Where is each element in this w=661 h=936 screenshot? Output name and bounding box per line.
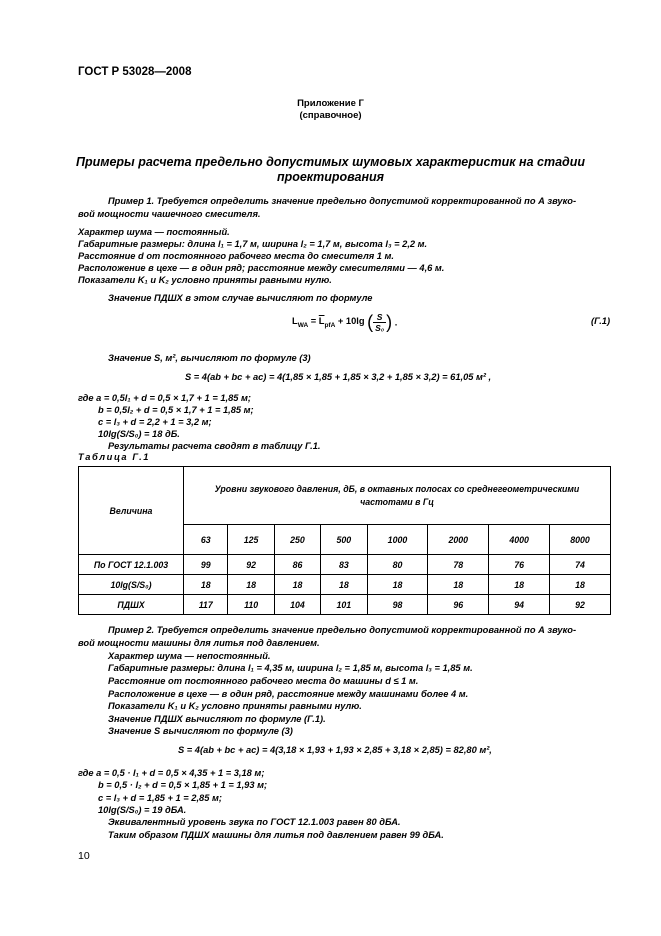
example1-where-lg: 10lg(S/S₀) = 18 дБ. bbox=[98, 429, 180, 439]
example2-conclusion: Таким образом ПДШХ машины для литья под давлением равен 99 дБА. bbox=[108, 830, 444, 840]
formula-lwa: L bbox=[292, 316, 298, 327]
table-caption: Таблица Г.1 bbox=[78, 452, 151, 462]
formula-lpfa-sub: pfA bbox=[324, 321, 336, 329]
formula-number: (Г.1) bbox=[591, 316, 611, 326]
example1-coefficients: Показатели K₁ и K₂ условно приняты равными нулю. bbox=[78, 275, 332, 285]
table-row bbox=[79, 595, 611, 615]
example1-dimensions: Габаритные размеры: длина l₁ = 1,7 м, ширина l₂ = 1,7 м, высота l₃ = 2,2 м. bbox=[78, 239, 428, 249]
example2-s-formula: S = 4(ab + bc + ac) = 4(3,18 × 1,93 + 1,93 × 2,85 + 3,18 × 2,85) = 82,80 м², bbox=[178, 745, 492, 755]
example1-noise-type: Характер шума — постоянный. bbox=[78, 227, 230, 237]
table-freq: 1000 bbox=[367, 525, 428, 555]
formula-lpfa: $\overline{L}$ bbox=[318, 316, 325, 327]
example1-where-b: b = 0,5l₂ + d = 0,5 × 1,7 + 1 = 1,85 м; bbox=[98, 405, 254, 415]
example1-s-intro: Значение S, м², вычисляют по формуле (3) bbox=[108, 353, 311, 363]
table-freq: 125 bbox=[228, 525, 274, 555]
example1-intro-line2: вой мощности чашечного смесителя. bbox=[78, 209, 261, 219]
table-row-label: ПДШХ bbox=[79, 595, 184, 615]
table-cell: 18 bbox=[428, 575, 489, 595]
table-cell: 92 bbox=[550, 595, 611, 615]
formula-denominator: S₀ bbox=[375, 323, 385, 333]
example2-where-lg: 10lg(S/S₀) = 19 дБА. bbox=[98, 805, 187, 815]
table-cell: 18 bbox=[228, 575, 274, 595]
formula-fraction bbox=[373, 312, 386, 333]
example2-intro-line2: вой мощности машины для литья под давлением. bbox=[78, 638, 320, 648]
example2-where-c: c = l₃ + d = 1,85 + 1 = 2,85 м; bbox=[98, 793, 222, 803]
formula-eq: = bbox=[308, 316, 319, 327]
page-number: 10 bbox=[78, 850, 90, 862]
table-cell: 80 bbox=[367, 555, 428, 575]
table-cell: 76 bbox=[489, 555, 550, 575]
example2-equivalent-level: Эквивалентный уровень звука по ГОСТ 12.1.003 равен 80 дБА. bbox=[108, 817, 401, 827]
table-cell: 98 bbox=[367, 595, 428, 615]
table-cell: 18 bbox=[274, 575, 320, 595]
table-row-label: По ГОСТ 12.1.003 bbox=[79, 555, 184, 575]
table-group-header-line2: частотами в Гц bbox=[360, 497, 434, 507]
table-freq: 8000 bbox=[550, 525, 611, 555]
example2-where-b: b = 0,5 · l₂ + d = 0,5 × 1,85 + 1 = 1,93 м; bbox=[98, 780, 268, 790]
example2-where-a: где a = 0,5 · l₁ + d = 0,5 × 4,35 + 1 = 3,18 м; bbox=[78, 768, 265, 778]
table-cell: 74 bbox=[550, 555, 611, 575]
table-cell: 18 bbox=[184, 575, 228, 595]
formula-g1: $L_{WA} = \overline{L}_{pfA} + 10\lg$ ( $\frac{S}{\text{S₀}}$ ) . bbox=[292, 312, 398, 333]
table-cell: 94 bbox=[489, 595, 550, 615]
example2-intro-line1: Пример 2. Требуется определить значение предельно допустимой корректированной по А звуко- bbox=[108, 625, 577, 635]
section-title-line-2: проектирования bbox=[276, 170, 385, 184]
table-cell: 104 bbox=[274, 595, 320, 615]
example2-noise-type: Характер шума — непостоянный. bbox=[108, 651, 271, 661]
table-cell: 99 bbox=[184, 555, 228, 575]
example1-where-c: c = l₃ + d = 2,2 + 1 = 3,2 м; bbox=[98, 417, 212, 427]
table-cell: 92 bbox=[228, 555, 274, 575]
table-cell: 86 bbox=[274, 555, 320, 575]
table-group-header-line1: Уровни звукового давления, дБ, в октавных полосах со среднегеометрическими bbox=[214, 484, 580, 494]
example1-distance: Расстояние d от постоянного рабочего места до смесителя 1 м. bbox=[78, 251, 395, 261]
section-title bbox=[0, 155, 661, 185]
table-cell: 110 bbox=[228, 595, 274, 615]
table-cell: 18 bbox=[489, 575, 550, 595]
appendix-heading bbox=[0, 98, 661, 122]
table-freq: 4000 bbox=[489, 525, 550, 555]
example1-intro-line1: Пример 1. Требуется определить значение предельно допустимой корректированной по А звуко- bbox=[108, 196, 577, 206]
example1-s-formula: S = 4(ab + bc + ac) = 4(1,85 × 1,85 + 1,85 × 3,2 + 1,85 × 3,2) = 61,05 м² , bbox=[185, 372, 492, 382]
table-cell: 101 bbox=[321, 595, 367, 615]
table-cell: 83 bbox=[321, 555, 367, 575]
table-cell: 18 bbox=[367, 575, 428, 595]
table-row-label: 10lg(S/S₀) bbox=[79, 575, 184, 595]
appendix-title: Приложение Г bbox=[297, 98, 364, 109]
example2-formula-ref: Значение ПДШХ вычисляют по формуле (Г.1). bbox=[108, 714, 326, 724]
example1-results: Результаты расчета сводят в таблицу Г.1. bbox=[108, 441, 321, 451]
formula-numerator: S bbox=[373, 312, 386, 323]
table-cell: 117 bbox=[184, 595, 228, 615]
table-cell: 96 bbox=[428, 595, 489, 615]
example2-distance: Расстояние от постоянного рабочего места до машины d ≤ 1 м. bbox=[108, 676, 419, 686]
table-col-header: Величина bbox=[79, 467, 184, 555]
table-freq: 2000 bbox=[428, 525, 489, 555]
table-cell: 18 bbox=[321, 575, 367, 595]
table-cell: 78 bbox=[428, 555, 489, 575]
table-g1 bbox=[78, 466, 611, 615]
table-row bbox=[79, 555, 611, 575]
example2-coefficients: Показатели K₁ и K₂ условно приняты равными нулю. bbox=[108, 701, 362, 711]
section-title-line-1: Примеры расчета предельно допустимых шумовых характеристик на стадии bbox=[75, 155, 586, 169]
formula-plus: + 10lg bbox=[335, 316, 368, 327]
table-row bbox=[79, 575, 611, 595]
table-cell: 18 bbox=[550, 575, 611, 595]
example1-formula-intro: Значение ПДШХ в этом случае вычисляют по формуле bbox=[108, 293, 373, 303]
example2-placement: Расположение в цехе — в один ряд, расстояние между машинами более 4 м. bbox=[108, 689, 469, 699]
example1-where-a: где a = 0,5l₁ + d = 0,5 × 1,7 + 1 = 1,85 м; bbox=[78, 393, 251, 403]
appendix-subtitle: (справочное) bbox=[299, 110, 362, 121]
formula-end: . bbox=[394, 317, 398, 328]
table-freq: 63 bbox=[184, 525, 228, 555]
example2-s-intro: Значение S вычисляют по формуле (3) bbox=[108, 726, 293, 736]
document-header: ГОСТ Р 53028—2008 bbox=[78, 66, 192, 78]
table-freq: 500 bbox=[321, 525, 367, 555]
example1-placement: Расположение в цехе — в один ряд; расстояние между смесителями — 4,6 м. bbox=[78, 263, 445, 273]
formula-lwa-sub: WA bbox=[297, 321, 309, 329]
table-group-header bbox=[184, 467, 611, 525]
example2-dimensions: Габаритные размеры: длина l₁ = 4,35 м, ширина l₂ = 1,85 м, высота l₃ = 1,85 м. bbox=[108, 663, 473, 673]
table-freq: 250 bbox=[274, 525, 320, 555]
